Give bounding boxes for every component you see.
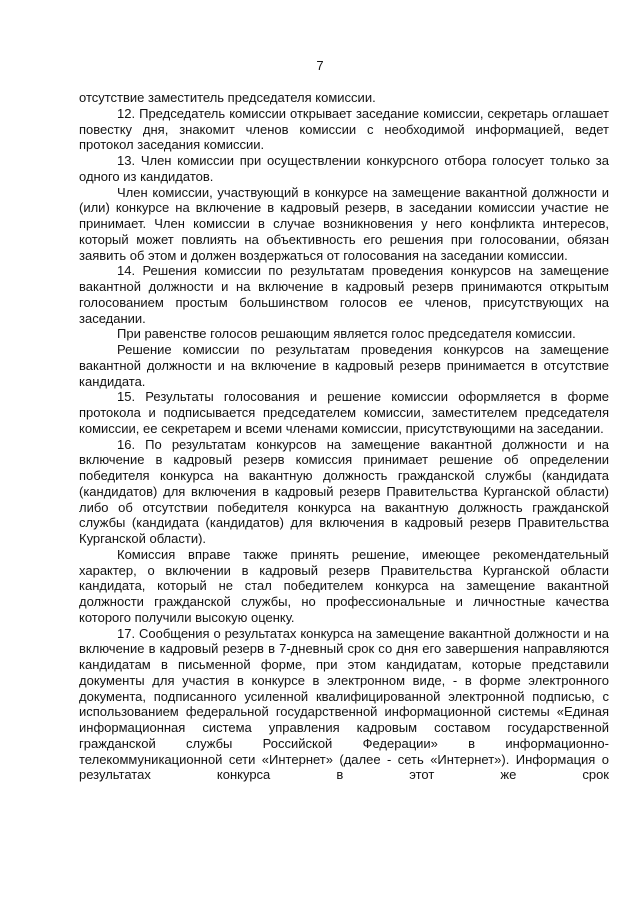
paragraph-16-recommendation: Комиссия вправе также принять решение, имеющее рекомендательный характер, о включении в кадровый резерв Правительства Курганской области кандидата, который не стал победителем конкурса на замещение вакантной должности гражданской службы, но профессиональные и личностные качества которого получили высокую оценку. [79, 546, 609, 625]
paragraph-14-absence: Решение комиссии по результатам проведения конкурсов на замещение вакантной должности и на включение в кадровый резерв принимается в отсутствие кандидата. [79, 342, 609, 389]
paragraph-17: 17. Сообщения о результатах конкурса на замещение вакантной должности и на включение в кадровый резерв в 7-дневный срок со дня его завершения направляются кандидатам в письменной форме, при этом кандидатам, которые представили документы для участия в конкурсе в электронном виде, - в форме электронного документа, подписанного усиленной квалифицированной электронной подписью, с использованием федеральной государственной информационной системы «Единая информационная система управления кадровым составом государственной гражданской службы Российской Федерации» в информационно-телекоммуникационной сети «Интернет» (далее - сеть «Интернет»). Информация о результатах конкурса в этот же срок [79, 625, 609, 783]
paragraph-13: 13. Член комиссии при осуществлении конкурсного отбора голосует только за одного из кандидатов. [79, 153, 609, 184]
paragraph-continuation: отсутствие заместитель председателя комиссии. [79, 90, 376, 105]
page-number: 7 [316, 58, 324, 73]
paragraph-12: 12. Председатель комиссии открывает заседание комиссии, секретарь оглашает повестку дня, знакомит членов комиссии с необходимой информацией, ведет протокол заседания комиссии. [79, 105, 609, 153]
document-body [79, 90, 609, 783]
paragraph-15: 15. Результаты голосования и решение комиссии оформляется в форме протокола и подписывается председателем комиссии, заместителем председателя комиссии, ее секретарем и всеми членами комиссии, присутствующими на заседании. [79, 389, 609, 436]
paragraph-16: 16. По результатам конкурсов на замещение вакантной должности и на включение в кадровый резерв комиссия принимает решение об определении победителя конкурса на вакантную должность гражданской службы (кандидата (кандидатов) для включения в кадровый резерв Правительства Курганской области) либо об отсутствии победителя конкурса на вакантную должность гражданской службы (кандидата (кандидатов) для включения в кадровый резерв Правительства Курганской области). [79, 436, 609, 546]
paragraph-14-tie-vote: При равенстве голосов решающим является голос председателя комиссии. [117, 326, 576, 342]
scan-speck [46, 860, 68, 862]
paragraph-13-member-conflict: Член комиссии, участвующий в конкурсе на замещение вакантной должности и (или) конкурсе на включение в кадровый резерв, в заседании комиссии участие не принимает. Член комиссии в случае возникновения у него конфликта интересов, который может повлиять на объективность его решения при голосовании, обязан заявить об этом и должен воздержаться от голосования на заседании комиссии. [79, 184, 609, 263]
paragraph-14: 14. Решения комиссии по результатам проведения конкурсов на замещение вакантной должности и на включение в кадровый резерв принимаются открытым голосованием простым большинством голосов ее членов, присутствующих на заседании. [79, 263, 609, 326]
